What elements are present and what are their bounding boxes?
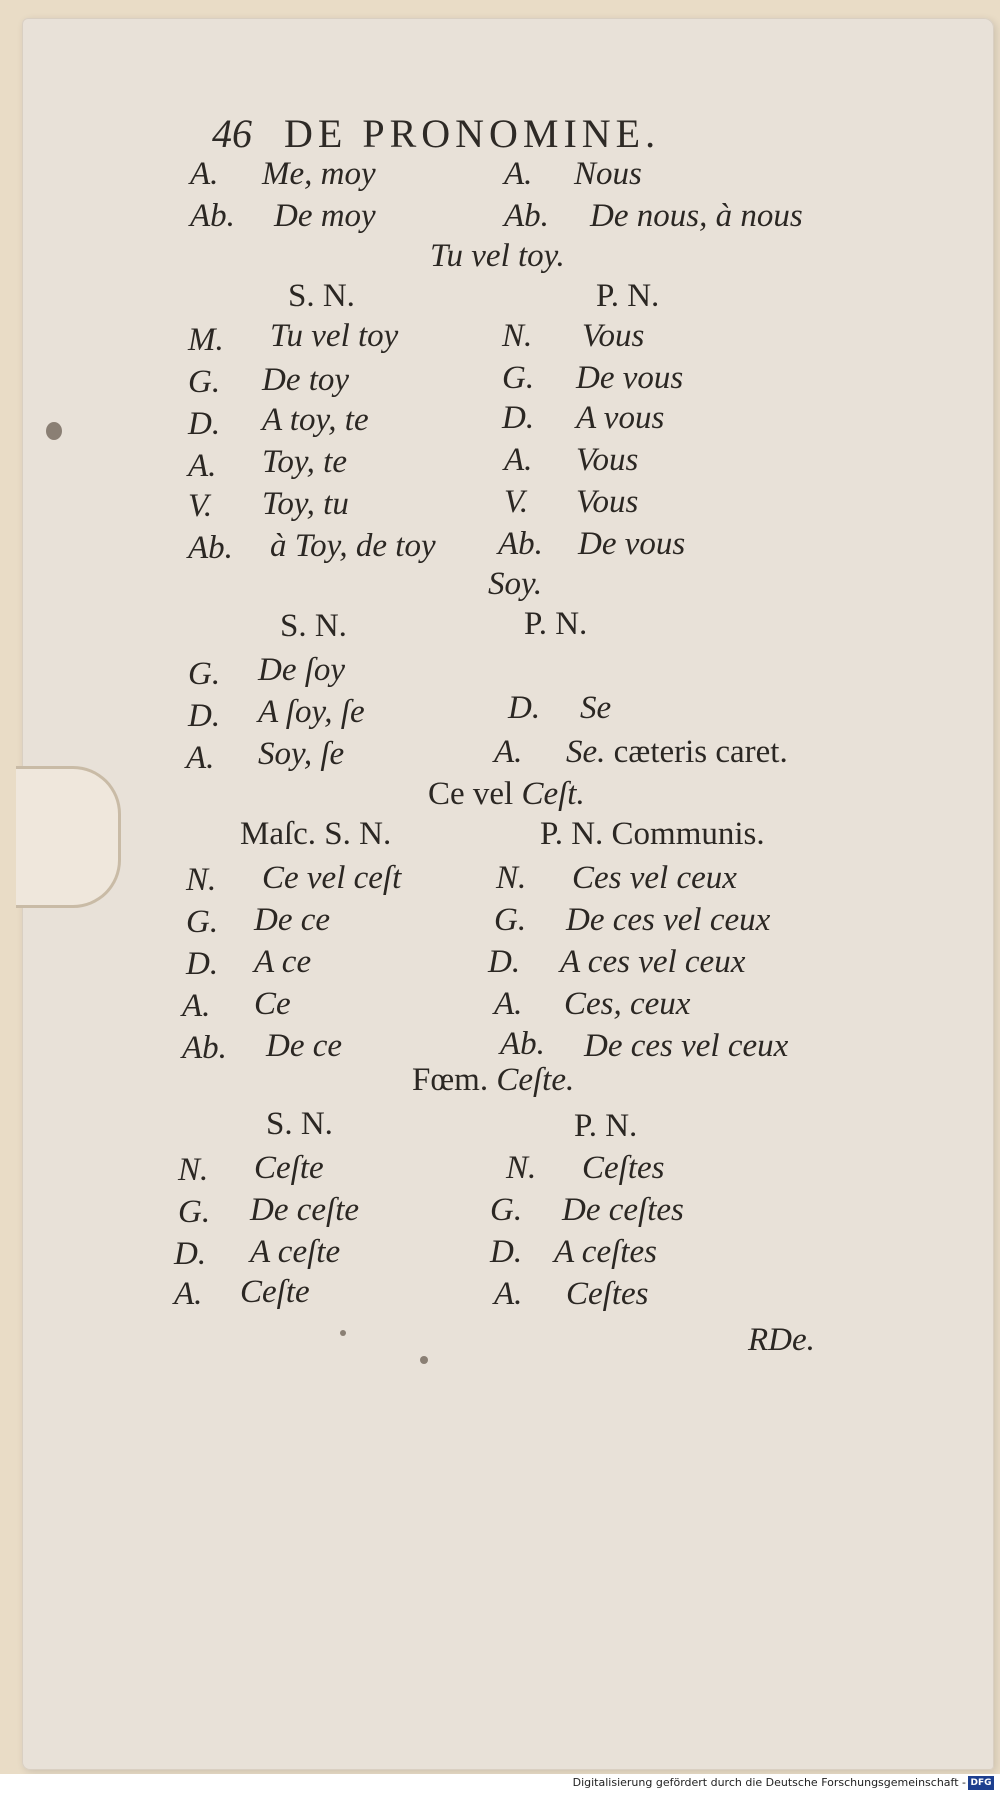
case-label: G. (188, 364, 221, 400)
case-form: A toy, te (262, 402, 369, 438)
singular-header: S. N. (266, 1106, 333, 1142)
case-label: A. (186, 740, 215, 776)
case-form: Ce (254, 986, 291, 1022)
case-form: Toy, tu (262, 486, 349, 522)
case-label: N. (502, 318, 533, 354)
case-label: Ab. (500, 1026, 545, 1062)
running-head (212, 110, 852, 157)
section-heading (412, 1062, 574, 1099)
case-label: G. (188, 656, 221, 692)
page-number: 46 (212, 111, 252, 156)
case-label: Ab. (182, 1030, 227, 1066)
case-form: Ces vel ceux (572, 860, 737, 896)
case-form: De ce (266, 1028, 343, 1064)
case-form: Ces, ceux (564, 986, 691, 1022)
singular-header: S. N. (288, 278, 355, 314)
case-label: D. (490, 1234, 523, 1270)
case-form: Se (580, 690, 612, 726)
case-label: D. (174, 1236, 207, 1272)
case-label: G. (186, 904, 219, 940)
case-label: D. (508, 690, 541, 726)
caret-note: cæteris caret. (613, 734, 788, 770)
case-form: Toy, te (262, 444, 347, 480)
case-form: A ceſte (250, 1234, 341, 1270)
heading-roman: Ce vel (428, 776, 514, 812)
case-label: G. (502, 360, 535, 396)
case-form: Se. (566, 734, 606, 770)
case-label: V. (188, 488, 213, 524)
case-label: N. (178, 1152, 209, 1188)
case-label: A. (504, 156, 533, 192)
case-form: Nous (574, 156, 642, 192)
case-label: M. (188, 322, 224, 358)
singular-header: Maſc. S. N. (240, 816, 392, 852)
case-form: Ceſtes (566, 1276, 649, 1312)
plural-header: P. N. Communis. (540, 816, 765, 852)
case-label: G. (490, 1192, 523, 1228)
page-tab-mark (16, 766, 121, 908)
funding-notice: Digitalisierung gefördert durch die Deutsche Forschungsgemeinschaft - (572, 1776, 966, 1789)
case-form: Vous (582, 318, 645, 354)
dfg-logo-icon: DFG (968, 1776, 994, 1790)
heading-italic: Ceſt. (521, 776, 585, 812)
case-label: D. (188, 406, 221, 442)
case-form-note (566, 734, 788, 771)
catchword: RDe. (748, 1322, 815, 1358)
case-label: A. (188, 448, 217, 484)
case-form: Me, moy (262, 156, 376, 192)
case-label: Ab. (504, 198, 549, 234)
ink-spot (420, 1356, 428, 1364)
case-label: D. (188, 698, 221, 734)
heading-roman: Fœm. (412, 1062, 489, 1098)
case-form: De ce (254, 902, 331, 938)
ink-spot (340, 1330, 346, 1336)
case-form: Vous (576, 442, 639, 478)
heading-italic: Ceſte. (496, 1062, 575, 1098)
case-form: A vous (576, 400, 665, 436)
case-form: A ceſtes (554, 1234, 657, 1270)
running-head-title: DE PRONOMINE. (284, 111, 661, 156)
case-form: Ceſtes (582, 1150, 665, 1186)
case-label: A. (190, 156, 219, 192)
case-label: A. (494, 1276, 523, 1312)
case-form: A ce (254, 944, 312, 980)
case-label: A. (182, 988, 211, 1024)
case-form: à Toy, de toy (270, 528, 436, 564)
case-form: De ces vel ceux (566, 902, 771, 938)
case-label: D. (488, 944, 521, 980)
case-form: De moy (274, 198, 376, 234)
case-label: V. (504, 484, 529, 520)
case-label: N. (506, 1150, 537, 1186)
section-heading (428, 776, 585, 813)
case-form: De ſoy (258, 652, 346, 688)
case-form: De toy (262, 362, 350, 398)
plural-header: P. N. (596, 278, 660, 314)
case-form: Ceſte (254, 1150, 324, 1186)
case-label: D. (186, 946, 219, 982)
case-label: Ab. (188, 530, 233, 566)
ink-spot (46, 422, 62, 440)
case-form: De vous (576, 360, 684, 396)
case-form: De ceſte (250, 1192, 360, 1228)
case-label: Ab. (498, 526, 543, 562)
case-form: Soy, ſe (258, 736, 345, 772)
singular-header: S. N. (280, 608, 347, 644)
case-form: Vous (576, 484, 639, 520)
case-label: A. (174, 1276, 203, 1312)
case-form: De vous (578, 526, 686, 562)
case-label: D. (502, 400, 535, 436)
plural-header: P. N. (524, 606, 588, 642)
case-label: A. (494, 986, 523, 1022)
case-label: N. (496, 860, 527, 896)
section-heading: Soy. (488, 566, 543, 602)
case-label: A. (504, 442, 533, 478)
case-form: A ſoy, ſe (258, 694, 365, 730)
case-label: N. (186, 862, 217, 898)
case-form: Ceſte (240, 1274, 310, 1310)
case-label: A. (494, 734, 523, 770)
plural-header: P. N. (574, 1108, 638, 1144)
section-heading: Tu vel toy. (430, 238, 565, 274)
case-form: De ceſtes (562, 1192, 684, 1228)
digitization-footer (0, 1774, 1000, 1794)
case-form: Tu vel toy (270, 318, 399, 354)
case-form: De nous, à nous (590, 198, 803, 234)
case-label: G. (178, 1194, 211, 1230)
case-label: Ab. (190, 198, 235, 234)
case-label: G. (494, 902, 527, 938)
case-form: Ce vel ceſt (262, 860, 402, 896)
case-form: A ces vel ceux (560, 944, 746, 980)
case-form: De ces vel ceux (584, 1028, 789, 1064)
